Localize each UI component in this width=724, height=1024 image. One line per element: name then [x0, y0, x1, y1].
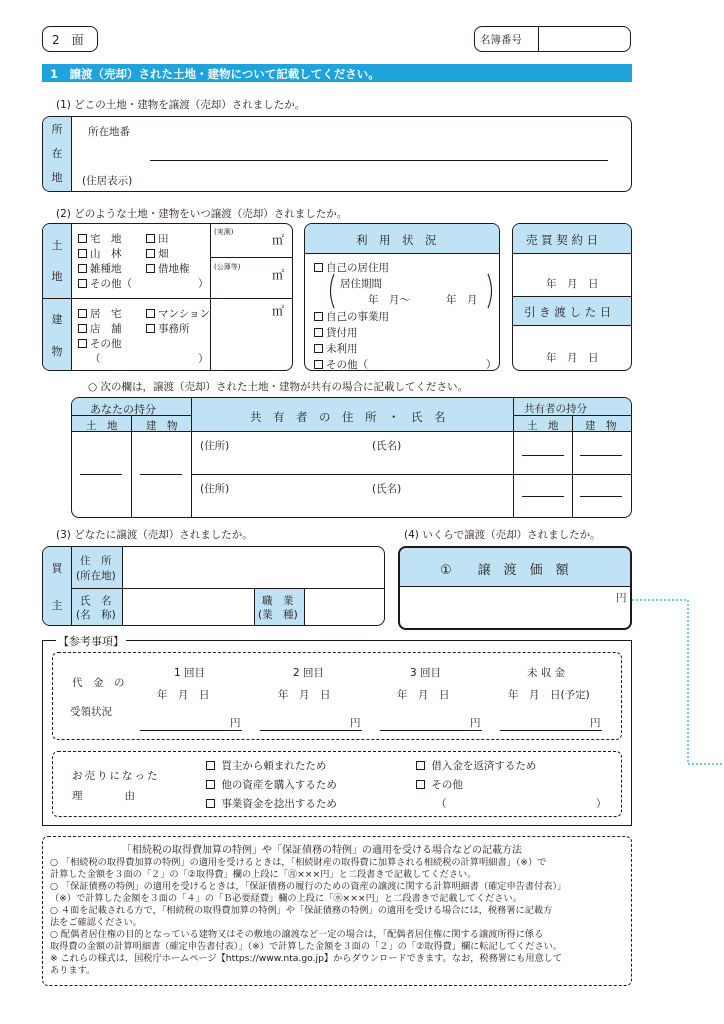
- delivery-date-value[interactable]: 年 月 日: [546, 352, 599, 364]
- shared-ownership-note: ○ 次の欄は，譲渡（売却）された土地・建物が共有の場合に記載してください。: [88, 381, 468, 393]
- sale-price-unit: 円: [616, 592, 627, 604]
- note-line-8: 取得費の金額の計算明細書（確定申告書付表）」（※）で計算した金額を３面の「２」の「②取得費」欄に転記してください。: [50, 941, 563, 952]
- option-office[interactable]: 事務所: [146, 321, 190, 336]
- checkbox[interactable]: [78, 279, 87, 288]
- sale-price-header: ① 譲 渡 価 額: [440, 563, 569, 578]
- sale-price-field[interactable]: [402, 589, 612, 627]
- lot-number-field[interactable]: [150, 138, 608, 159]
- land-label-1: 土: [51, 239, 63, 252]
- bracket-left: [326, 273, 336, 309]
- round-2-yen: 円: [350, 717, 361, 729]
- option-field[interactable]: 畑: [146, 246, 169, 261]
- dotted-connector: [630, 598, 724, 768]
- round-1: 1 回目: [174, 667, 206, 679]
- buyer-address-label: 住 所: [80, 555, 112, 567]
- your-share-land: 土 地: [86, 420, 118, 432]
- coowner-share-header: 共有者の持分: [524, 403, 587, 415]
- checkbox[interactable]: [314, 344, 323, 353]
- usage-other-close: ）: [486, 359, 497, 371]
- note-line-5: ○ ４面を記載される方で，「相続税の取得費加算の特例」や「保証債務の特例」の適用を受ける場合には，税務署に記載方: [50, 905, 553, 916]
- usage-status-header: 利 用 状 況: [356, 233, 437, 247]
- round-unpaid: 未 収 金: [527, 667, 566, 679]
- question-1: (1) どこの土地・建物を譲渡（売却）されましたか。: [56, 99, 306, 111]
- residence-period-from: 年 月〜: [368, 294, 410, 306]
- question-3: (3) どなたに譲渡（売却）されましたか。: [56, 529, 253, 541]
- option-leasehold[interactable]: 借地権: [146, 261, 190, 276]
- building-label-1: 建: [51, 313, 63, 326]
- coowner-1-name: (氏名): [372, 440, 402, 452]
- reason-buyer-request[interactable]: 買主から頼まれたため: [206, 758, 326, 773]
- notes-title: 「相続税の取得費加算の特例」や「保証債務の特例」の適用を受ける場合などの記載方法: [122, 845, 522, 856]
- area-unit-1: ㎡: [272, 233, 285, 247]
- note-line-1: ○ 「相続税の取得費加算の特例」の適用を受けるときは，「相続財産の取得費に加算される相続税の計算明細書」（※）で: [50, 857, 547, 868]
- checkbox[interactable]: [78, 234, 87, 243]
- location-side-label-1: 所: [51, 123, 63, 136]
- round-1-date[interactable]: 年 月 日: [157, 689, 210, 701]
- coowner-2-name: (氏名): [372, 483, 402, 495]
- area-unit-3: ㎡: [272, 304, 285, 318]
- round-2: 2 回目: [293, 667, 325, 679]
- reason-label-1: お売りになった: [72, 770, 160, 782]
- option-building-other[interactable]: その他: [78, 336, 122, 351]
- coowner-header: 共 有 者 の 住 所 ・ 氏 名: [250, 410, 446, 424]
- buyer-job-sub: (業 種): [258, 609, 298, 621]
- option-land-other[interactable]: その他（: [78, 276, 132, 291]
- coowner-2-address: (住所): [200, 483, 230, 495]
- checkbox[interactable]: [314, 263, 323, 272]
- page-number: 2 面: [52, 33, 84, 47]
- checkbox[interactable]: [78, 309, 87, 318]
- round-3-yen: 円: [470, 717, 481, 729]
- checkbox[interactable]: [314, 328, 323, 337]
- buyer-job-label: 職 業: [262, 595, 294, 607]
- building-other-close: ）: [198, 353, 209, 365]
- buyer-label-1: 買: [51, 562, 63, 575]
- lot-number-label: 所在地番: [88, 126, 130, 138]
- checkbox[interactable]: [146, 264, 155, 273]
- payment-label-2: 受領状況: [70, 706, 112, 718]
- option-store[interactable]: 店 舗: [78, 321, 122, 336]
- note-line-3: ○ 「保証債務の特例」の適用を受けるときは，「保証債務の履行のための資産の譲渡に関する計算明細書（確定申告書付表）」: [50, 881, 567, 892]
- unpaid-date[interactable]: 年 月 日(予定): [508, 689, 590, 701]
- residence-field[interactable]: [150, 168, 608, 188]
- reason-label-2: 理 由: [72, 790, 135, 802]
- register-number-field[interactable]: [540, 28, 628, 50]
- buyer-name-field[interactable]: [124, 590, 252, 624]
- section-1-header: 1 譲渡（売却）された土地・建物について記載してください。: [42, 64, 632, 82]
- buyer-address-field[interactable]: [124, 548, 382, 586]
- location-side-label-3: 地: [51, 171, 63, 184]
- note-line-7: ○ 配偶者居住権の目的となっている建物又はその敷地の譲渡など一定の場合は，「配偶者居住権に関する譲渡所得に係る: [50, 929, 544, 940]
- round-3: 3 回目: [410, 667, 442, 679]
- note-line-2: 計算した金額を３面の「２」の「②取得費」欄の上段に「㊊×××円」と二段書きで記載してください。: [50, 869, 477, 880]
- area-unit-2: ㎡: [272, 268, 285, 282]
- area-registry-label: (公簿等): [214, 263, 241, 271]
- checkbox[interactable]: [206, 780, 215, 789]
- option-own-business[interactable]: 自己の事業用: [314, 309, 389, 324]
- reason-other-close: ）: [596, 798, 607, 810]
- option-rental[interactable]: 貸付用: [314, 325, 358, 340]
- register-number-label: 名簿番号: [480, 34, 522, 46]
- buyer-address-sub: (所在地): [76, 570, 116, 582]
- option-residential-land[interactable]: 宅 地: [78, 231, 122, 246]
- land-label-2: 地: [51, 270, 63, 283]
- checkbox[interactable]: [206, 761, 215, 770]
- option-apartment[interactable]: マンション: [146, 306, 210, 321]
- checkbox[interactable]: [146, 234, 155, 243]
- note-line-9: ※ これらの様式は，国税庁ホームページ【https://www.nta.go.jp】からダウンロードできます。なお，税務署にも用意して: [50, 953, 563, 964]
- reason-other[interactable]: その他: [416, 777, 463, 792]
- checkbox[interactable]: [314, 312, 323, 321]
- checkbox[interactable]: [416, 761, 425, 770]
- checkbox[interactable]: [146, 309, 155, 318]
- contract-date-value[interactable]: 年 月 日: [546, 278, 599, 290]
- checkbox[interactable]: [314, 360, 323, 369]
- land-other-close: ）: [198, 278, 209, 290]
- buyer-label-2: 主: [51, 599, 63, 612]
- reason-repay-loan[interactable]: 借入金を返済するため: [416, 758, 536, 773]
- bracket-right: [486, 273, 496, 309]
- checkbox[interactable]: [78, 249, 87, 258]
- building-other-open: （: [90, 353, 101, 365]
- coowner-1-address: (住所): [200, 440, 230, 452]
- location-side-label-2: 在: [51, 147, 63, 160]
- buyer-job-field[interactable]: [306, 590, 382, 624]
- option-house[interactable]: 居 宅: [78, 306, 122, 321]
- residence-label: (住居表示): [82, 175, 133, 187]
- option-forest[interactable]: 山 林: [78, 246, 122, 261]
- note-line-4: （※）で計算した金額を３面の「４」の「Ｂ必要経費」欄の上段に「㊌×××円」と二段書きで記載してください。: [50, 893, 522, 904]
- reason-buy-other[interactable]: 他の資産を購入するため: [206, 777, 337, 792]
- reference-title: 【参考事項】: [58, 635, 124, 648]
- round-1-yen: 円: [230, 717, 241, 729]
- payment-label-1: 代 金 の: [72, 677, 125, 689]
- checkbox[interactable]: [206, 799, 215, 808]
- contract-date-header: 売 買 契 約 日: [526, 233, 599, 247]
- question-2: (2) どのような土地・建物をいつ譲渡（売却）されましたか。: [56, 208, 348, 220]
- checkbox[interactable]: [146, 324, 155, 333]
- checkbox[interactable]: [78, 264, 87, 273]
- reason-other-open: （: [436, 798, 447, 810]
- question-4: (4) いくらで譲渡（売却）されましたか。: [404, 529, 601, 541]
- checkbox[interactable]: [78, 324, 87, 333]
- building-label-2: 物: [51, 345, 63, 358]
- your-share-header: あなたの持分: [90, 403, 156, 416]
- round-2-date[interactable]: 年 月 日: [278, 689, 331, 701]
- option-usage-other[interactable]: その他（: [314, 357, 368, 372]
- checkbox[interactable]: [416, 780, 425, 789]
- coowner-share-land: 土 地: [527, 420, 559, 432]
- checkbox[interactable]: [78, 339, 87, 348]
- checkbox[interactable]: [146, 249, 155, 258]
- option-unused[interactable]: 未利用: [314, 341, 358, 356]
- note-line-10: あります。: [50, 965, 96, 976]
- reason-business-funds[interactable]: 事業資金を捻出するため: [206, 796, 337, 811]
- option-rice-field[interactable]: 田: [146, 231, 169, 246]
- buyer-name-label: 氏 名: [80, 595, 112, 607]
- area-actual-label: (実測): [214, 228, 234, 236]
- round-3-date[interactable]: 年 月 日: [397, 689, 450, 701]
- note-line-6: 法をご確認ください。: [50, 917, 142, 928]
- sale-reason-box: [52, 751, 622, 817]
- your-share-building: 建 物: [146, 420, 178, 432]
- residence-period-to: 年 月: [446, 294, 478, 306]
- delivery-date-header: 引 き 渡 し た 日: [524, 305, 612, 319]
- option-misc-land[interactable]: 雑種地: [78, 261, 122, 276]
- buyer-name-sub: (名 称): [76, 609, 116, 621]
- option-own-residence[interactable]: 自己の居住用: [314, 260, 389, 275]
- unpaid-yen: 円: [590, 717, 601, 729]
- residence-period-label: 居住期間: [340, 278, 382, 290]
- coowner-share-building: 建 物: [585, 420, 617, 432]
